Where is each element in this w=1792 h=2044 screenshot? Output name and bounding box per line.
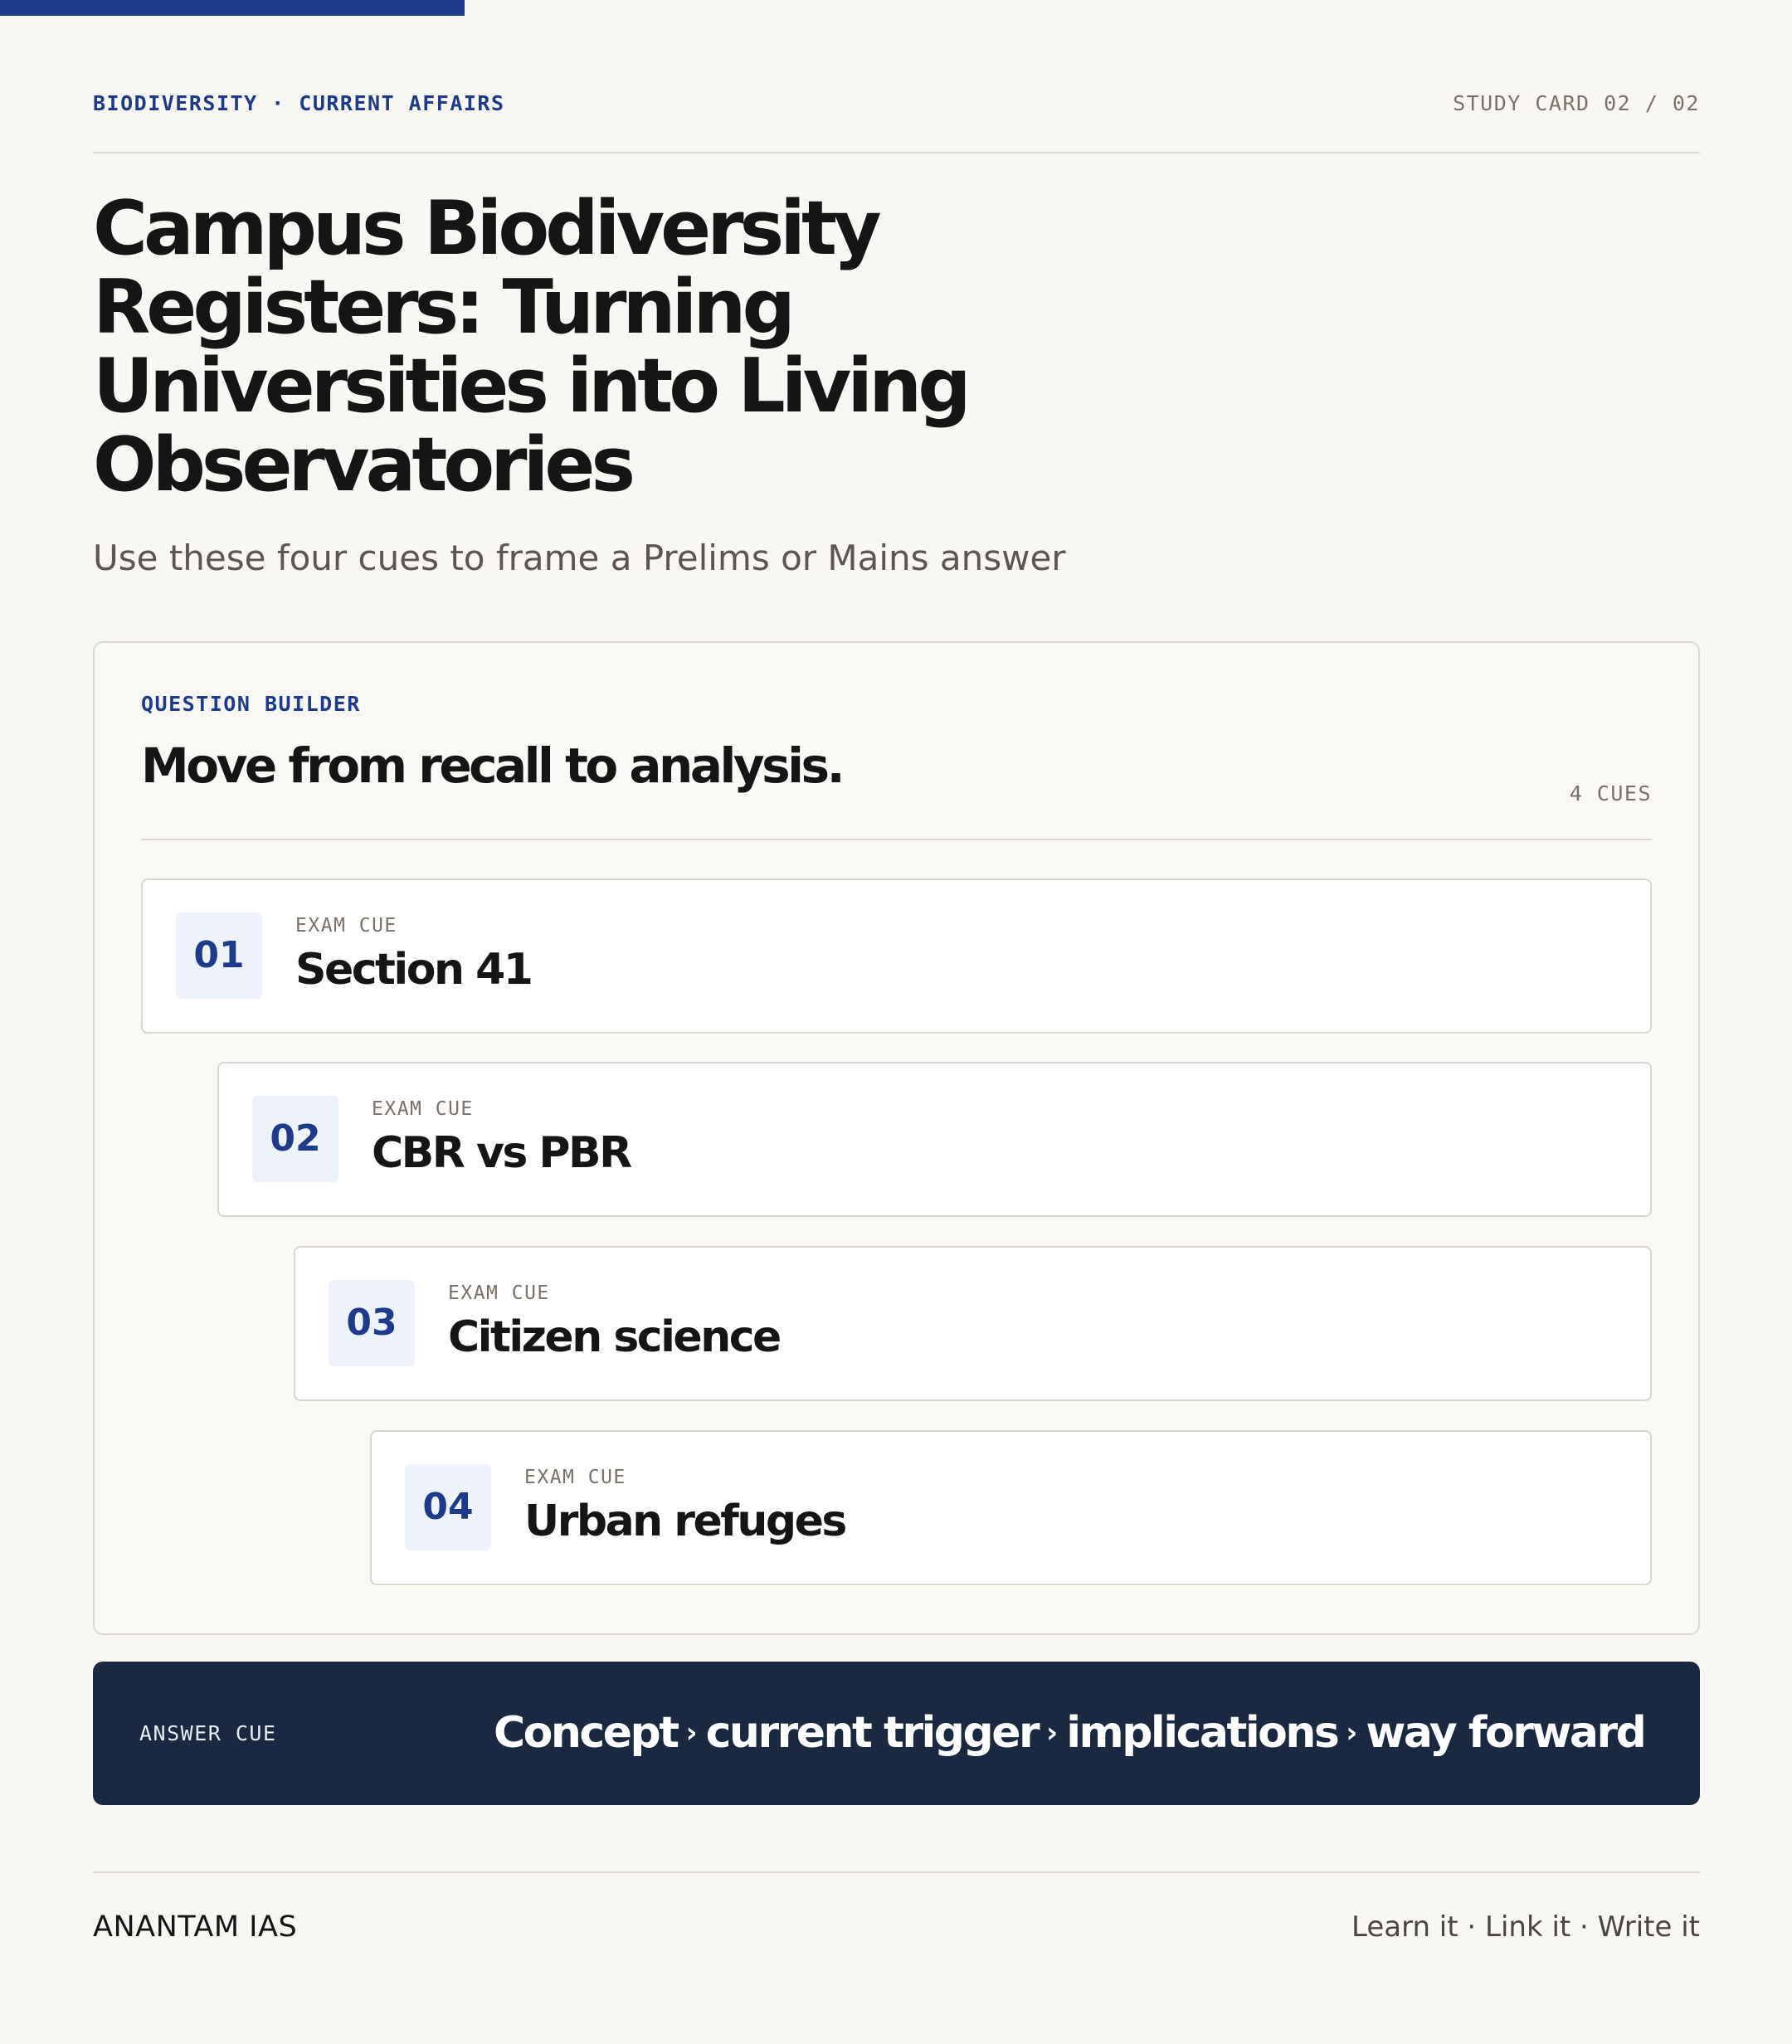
cue-number-badge: 01 xyxy=(176,912,262,999)
builder-heading: Move from recall to analysis. xyxy=(141,737,843,794)
chevron-right-icon: › xyxy=(685,1716,698,1750)
cue-title: Citizen science xyxy=(448,1312,780,1362)
cue-row-02 xyxy=(217,1062,1652,1217)
cue-title: CBR vs PBR xyxy=(372,1128,631,1178)
answer-step-implications: implications xyxy=(1066,1708,1338,1758)
page-title: Campus Biodiversity Registers: Turning Universities into Living Observatories xyxy=(93,185,967,509)
cue-label: EXAM CUE xyxy=(295,915,397,937)
cue-label: EXAM CUE xyxy=(524,1467,626,1488)
footer-motto: Learn it · Link it · Write it xyxy=(1351,1910,1700,1944)
cue-number-badge: 03 xyxy=(329,1280,415,1366)
cue-label: EXAM CUE xyxy=(372,1098,474,1120)
cue-title: Section 41 xyxy=(295,945,532,995)
cue-row-03 xyxy=(294,1246,1652,1401)
answer-step-concept: Concept xyxy=(494,1708,678,1758)
brand-name: ANANTAM IAS xyxy=(93,1910,298,1944)
answer-cue-band xyxy=(93,1662,1700,1805)
answer-step-trigger: current trigger xyxy=(705,1708,1039,1758)
builder-label: QUESTION BUILDER xyxy=(141,692,361,716)
header-divider xyxy=(93,152,1700,153)
answer-step-way-forward: way forward xyxy=(1366,1708,1645,1758)
cue-count: 4 CUES xyxy=(1569,781,1652,805)
question-builder-card xyxy=(93,641,1700,1635)
top-accent-bar xyxy=(0,0,465,16)
cue-number-badge: 02 xyxy=(252,1096,338,1182)
topic-kicker: BIODIVERSITY · CURRENT AFFAIRS xyxy=(93,91,505,115)
chevron-right-icon: › xyxy=(1046,1716,1059,1750)
page-subtitle: Use these four cues to frame a Prelims or Mains answer xyxy=(93,538,1066,578)
study-card-counter: STUDY CARD 02 / 02 xyxy=(1453,91,1700,115)
cue-row-04 xyxy=(370,1430,1652,1585)
cue-row-01 xyxy=(141,878,1652,1034)
footer-divider xyxy=(93,1871,1700,1873)
cue-number-badge: 04 xyxy=(405,1464,491,1550)
answer-flow xyxy=(494,1662,1644,1805)
answer-cue-label: ANSWER CUE xyxy=(139,1721,277,1745)
chevron-right-icon: › xyxy=(1346,1716,1358,1750)
header-row xyxy=(93,91,1700,124)
cue-label: EXAM CUE xyxy=(448,1282,550,1304)
cue-title: Urban refuges xyxy=(524,1496,845,1546)
builder-divider xyxy=(141,839,1652,840)
